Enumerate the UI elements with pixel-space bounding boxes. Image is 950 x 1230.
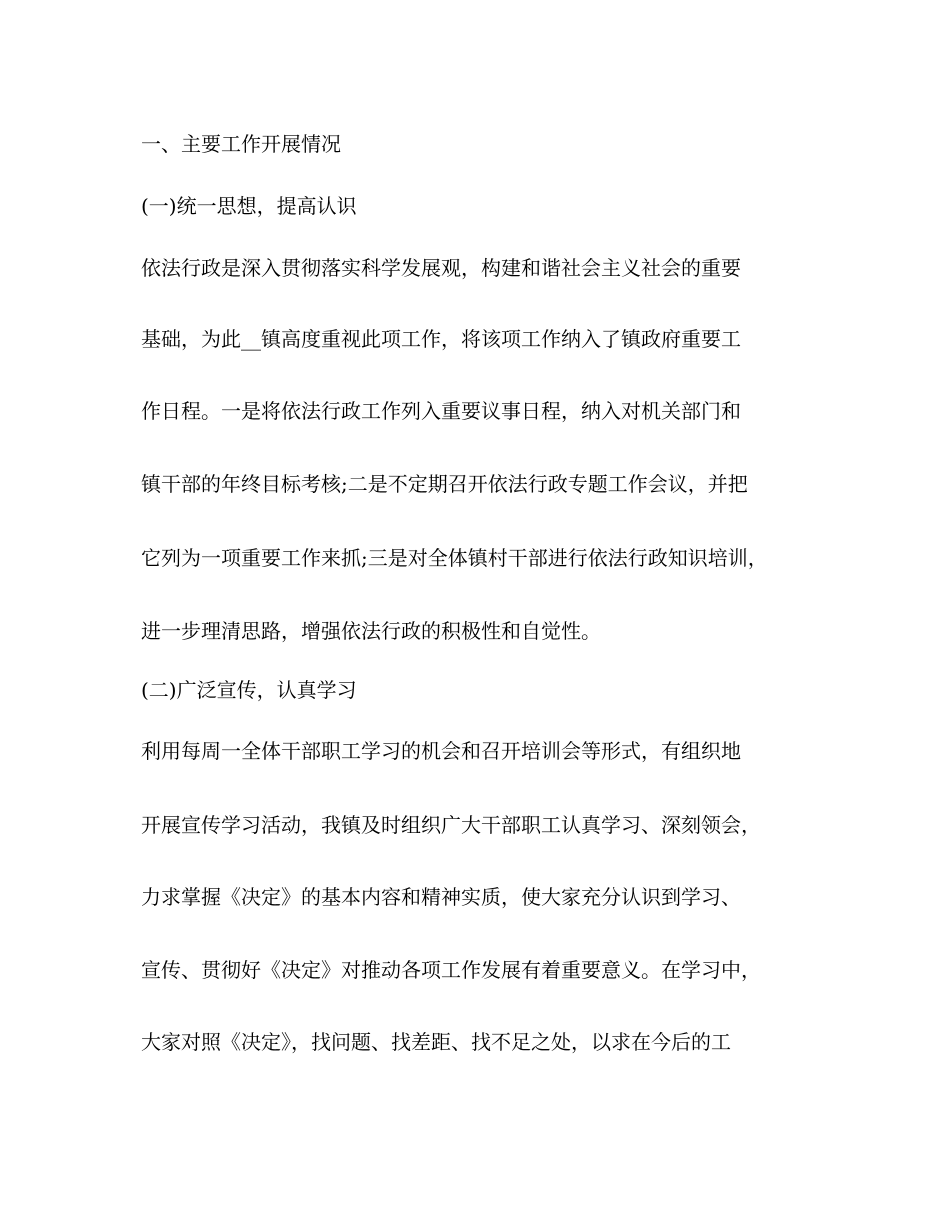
paragraph-line: 基础，为此__镇高度重视此项工作，将该项工作纳入了镇政府重要工: [141, 327, 741, 351]
paragraph-line: 力求掌握《决定》的基本内容和精神实质，使大家充分认识到学习、: [141, 885, 741, 909]
paragraph-line: 它列为一项重要工作来抓;三是对全体镇村干部进行依法行政知识培训，: [141, 546, 768, 570]
paragraph-line: 开展宣传学习活动，我镇及时组织广大干部职工认真学习、深刻领会，: [141, 813, 761, 837]
paragraph-line: 宣传、贯彻好《决定》对推动各项工作发展有着重要意义。在学习中，: [141, 958, 761, 982]
subsection-title-1: (一)统一思想，提高认识: [141, 194, 357, 218]
paragraph-line: 进一步理清思路，增强依法行政的积极性和自觉性。: [141, 619, 601, 643]
paragraph-line: 镇干部的年终目标考核;二是不定期召开依法行政专题工作会议，并把: [141, 472, 748, 496]
section-heading: 一、主要工作开展情况: [141, 132, 341, 156]
subsection-title-2: (二)广泛宣传，认真学习: [141, 678, 357, 702]
paragraph-line: 作日程。一是将依法行政工作列入重要议事日程，纳入对机关部门和: [141, 399, 741, 423]
paragraph-line: 依法行政是深入贯彻落实科学发展观，构建和谐社会主义社会的重要: [141, 256, 741, 280]
paragraph-line: 大家对照《决定》，找问题、找差距、找不足之处，以求在今后的工: [141, 1030, 731, 1054]
paragraph-line: 利用每周一全体干部职工学习的机会和召开培训会等形式，有组织地: [141, 739, 741, 763]
